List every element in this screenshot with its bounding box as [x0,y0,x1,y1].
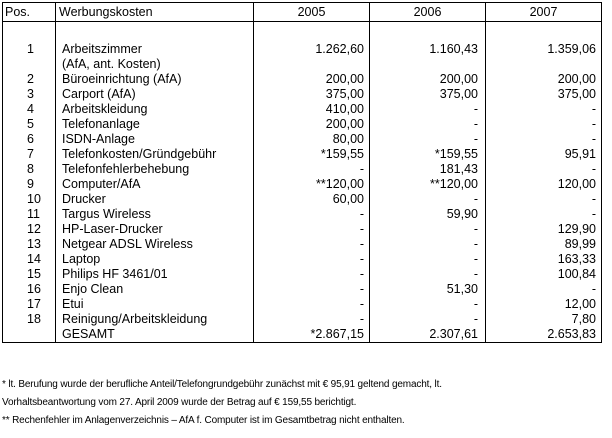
row-pos: 1 [3,42,56,57]
row-value-2006: - [370,132,486,147]
footnote-2: ** Rechenfehler im Anlagenverzeichnis – AfA f. Computer ist im Gesamtbetrag nicht enthalten. [2,415,405,426]
header-year-2007: 2007 [486,3,602,22]
row-pos: 9 [3,177,56,192]
table-row [3,267,602,282]
row-pos [3,57,56,72]
header-year-2006: 2006 [370,3,486,22]
table-row [3,252,602,267]
row-description: Reinigung/Arbeitskleidung [56,312,254,327]
row-value-2005: - [254,312,370,327]
row-value-2007: 1.359,06 [486,42,602,57]
row-value-2006: 59,90 [370,207,486,222]
row-value-2007: - [486,102,602,117]
row-pos: 3 [3,87,56,102]
cost-table [2,2,602,343]
row-pos: 16 [3,282,56,297]
row-value-2007: 163,33 [486,252,602,267]
table-row [3,57,602,72]
table-row [3,87,602,102]
row-value-2005: *159,55 [254,147,370,162]
row-pos: 7 [3,147,56,162]
row-value-2007: 200,00 [486,72,602,87]
table-row [3,177,602,192]
table-row [3,222,602,237]
row-value-2007: 375,00 [486,87,602,102]
row-description: Philips HF 3461/01 [56,267,254,282]
footnote-1-line-1: * lt. Berufung wurde der berufliche Anteil/Telefongrundgebühr zunächst mit € 95,91 geltend gemacht, lt. [2,379,442,390]
row-pos: 13 [3,237,56,252]
row-value-2007: - [486,192,602,207]
row-value-2007: 100,84 [486,267,602,282]
header-description: Werbungskosten [56,3,254,22]
row-value-2006 [370,57,486,72]
row-pos: 18 [3,312,56,327]
row-value-2005: 80,00 [254,132,370,147]
header-pos: Pos. [3,3,56,22]
header-year-2005: 2005 [254,3,370,22]
row-value-2005: - [254,282,370,297]
row-value-2006: - [370,312,486,327]
footnotes [2,379,608,427]
row-value-2007: - [486,207,602,222]
row-description: Telefonanlage [56,117,254,132]
row-value-2006: - [370,252,486,267]
row-value-2005: 60,00 [254,192,370,207]
row-value-2006: - [370,117,486,132]
row-value-2005: 375,00 [254,87,370,102]
row-description: Telefonkosten/Gründgebühr [56,147,254,162]
spacer-row [3,22,602,43]
row-value-2006: - [370,222,486,237]
row-pos: 6 [3,132,56,147]
row-value-2006: - [370,267,486,282]
row-value-2007: 129,90 [486,222,602,237]
row-description: Büroeinrichtung (AfA) [56,72,254,87]
row-value-2006: 200,00 [370,72,486,87]
row-description: Laptop [56,252,254,267]
row-description: (AfA, ant. Kosten) [56,57,254,72]
row-value-2006: 181,43 [370,162,486,177]
row-value-2007: - [486,132,602,147]
row-value-2005: 410,00 [254,102,370,117]
row-value-2006: - [370,102,486,117]
row-value-2006: - [370,237,486,252]
row-value-2005: - [254,222,370,237]
table-body [3,22,602,343]
table-row [3,147,602,162]
row-value-2006: *159,55 [370,147,486,162]
row-description: Etui [56,297,254,312]
row-value-2005: - [254,207,370,222]
row-value-2007: 2.653,83 [486,327,602,343]
table-row [3,192,602,207]
row-value-2007: 7,80 [486,312,602,327]
row-description: Telefonfehlerbehebung [56,162,254,177]
row-description: HP-Laser-Drucker [56,222,254,237]
row-value-2007: 120,00 [486,177,602,192]
row-pos: 12 [3,222,56,237]
table-row [3,312,602,327]
row-value-2006: **120,00 [370,177,486,192]
table-row [3,237,602,252]
footnote-1-line-2: Vorhaltsbeantwortung vom 27. April 2009 wurde der Betrag auf € 159,55 berichtigt. [2,397,357,408]
table-row [3,42,602,57]
row-description: Netgear ADSL Wireless [56,237,254,252]
row-description: Enjo Clean [56,282,254,297]
row-value-2005: - [254,162,370,177]
row-value-2005: - [254,297,370,312]
row-pos: 17 [3,297,56,312]
row-value-2005: - [254,237,370,252]
row-description: GESAMT [56,327,254,343]
table-row [3,297,602,312]
row-pos: 8 [3,162,56,177]
row-value-2006: 1.160,43 [370,42,486,57]
row-value-2007: 89,99 [486,237,602,252]
row-pos: 5 [3,117,56,132]
row-pos: 10 [3,192,56,207]
row-pos [3,327,56,343]
table-row [3,162,602,177]
row-pos: 11 [3,207,56,222]
table-row [3,282,602,297]
row-value-2005: *2.867,15 [254,327,370,343]
row-value-2005 [254,57,370,72]
row-value-2007: - [486,117,602,132]
row-value-2005: 200,00 [254,72,370,87]
table-row [3,207,602,222]
row-value-2007 [486,57,602,72]
row-description: ISDN-Anlage [56,132,254,147]
row-value-2006: 375,00 [370,87,486,102]
row-value-2006: - [370,192,486,207]
row-value-2005: 1.262,60 [254,42,370,57]
row-value-2006: - [370,297,486,312]
row-value-2006: 2.307,61 [370,327,486,343]
row-value-2006: 51,30 [370,282,486,297]
row-description: Arbeitszimmer [56,42,254,57]
header-row [3,3,602,22]
row-pos: 2 [3,72,56,87]
row-value-2007: - [486,162,602,177]
row-value-2007: - [486,282,602,297]
table-row [3,327,602,343]
row-value-2007: 95,91 [486,147,602,162]
row-value-2007: 12,00 [486,297,602,312]
row-value-2005: - [254,252,370,267]
table-row [3,72,602,87]
row-description: Targus Wireless [56,207,254,222]
row-description: Drucker [56,192,254,207]
row-value-2005: - [254,267,370,282]
table-row [3,117,602,132]
row-pos: 14 [3,252,56,267]
row-pos: 4 [3,102,56,117]
row-value-2005: 200,00 [254,117,370,132]
cost-sheet [2,2,602,343]
row-description: Arbeitskleidung [56,102,254,117]
row-pos: 15 [3,267,56,282]
table-row [3,102,602,117]
row-description: Computer/AfA [56,177,254,192]
row-description: Carport (AfA) [56,87,254,102]
table-row [3,132,602,147]
row-value-2005: **120,00 [254,177,370,192]
